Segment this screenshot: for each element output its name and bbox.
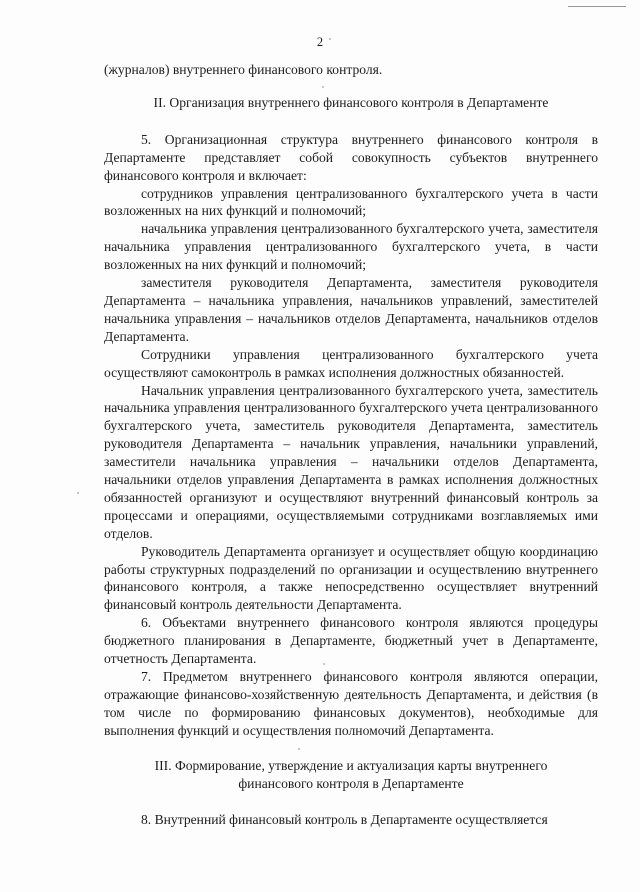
paragraph-director-coordination: Руководитель Департамента организует и осуществляет общую координацию работы структурных подразделений по организации и осуществлению внутреннего финансового контроля, а также непосредственно осуществляет внутренний финансовый контроль деятельности Департамента.	[104, 543, 598, 613]
paragraph-5: 5. Организационная структура внутреннего финансового контроля в Департаменте представляет собой совокупность субъектов внутреннего финансового контроля и включает:	[104, 131, 598, 183]
scan-speck	[77, 492, 79, 494]
document-body	[104, 61, 598, 829]
paragraph-continuation: (журналов) внутреннего финансового контроля.	[104, 62, 383, 77]
paragraph-7: 7. Предметом внутреннего финансового контроля являются операции, отражающие финансово-хозяйственную деятельность Департамента, и действия (в том числе по формированию финансовых документов), необходимые для выполнения функций и осуществления полномочий Департамента.	[104, 669, 598, 738]
section-2-heading: II. Организация внутреннего финансового контроля в Департаменте	[153, 94, 549, 110]
paragraph-self-control: Сотрудники управления централизованного бухгалтерского учета осуществляют самоконтроль в рамках исполнения должностных обязанностей.	[104, 346, 598, 380]
page-number: 2	[316, 35, 324, 49]
scan-speck	[323, 663, 325, 665]
section-3-heading	[104, 757, 598, 793]
scan-edge-mark	[568, 6, 626, 7]
paragraph-8: 8. Внутренний финансовый контроль в Департаменте осуществляется	[141, 812, 548, 828]
paragraph-6: 6. Объектами внутреннего финансового контроля являются процедуры бюджетного планирования в Департаменте, бюджетный учет в Департаменте, отчетность Департамента.	[104, 615, 598, 667]
section-3-heading-line-2: финансового контроля в Департаменте	[238, 775, 464, 791]
scan-speck	[329, 38, 331, 40]
paragraph-5-item-2: начальника управления централизованного бухгалтерского учета, заместителя начальника управления централизованного бухгалтерского учета, в части возложенных на них функций и полномочий;	[104, 221, 598, 273]
paragraph-5-item-1: сотрудников управления централизованного бухгалтерского учета в части возложенных на них функций и полномочий;	[104, 185, 598, 219]
section-3-heading-line-1: III. Формирование, утверждение и актуализация карты внутреннего	[154, 757, 548, 773]
scan-speck	[298, 748, 300, 750]
scan-speck	[322, 86, 324, 88]
paragraph-5-item-3: заместителя руководителя Департамента, заместителя руководителя Департамента – начальника управления, начальников управлений, заместителей начальника управления – начальников отделов Департамента, начальников отделов Департамента.	[104, 275, 598, 344]
paragraph-heads-control: Начальник управления централизованного бухгалтерского учета, заместитель начальника управления централизованного бухгалтерского учета централизованного бухгалтерского учета, заместитель руководителя Департамента, заместитель руководителя Департамента – начальник управления, начальники управлений, заместители начальника управления – начальники отделов Департамента, начальники отделов управления Департамента в рамках исполнения должностных обязанностей организуют и осуществляют внутренний финансовый контроль за процессами и операциями, осуществляемыми сотрудниками возглавляемых ими отделов.	[104, 382, 598, 541]
